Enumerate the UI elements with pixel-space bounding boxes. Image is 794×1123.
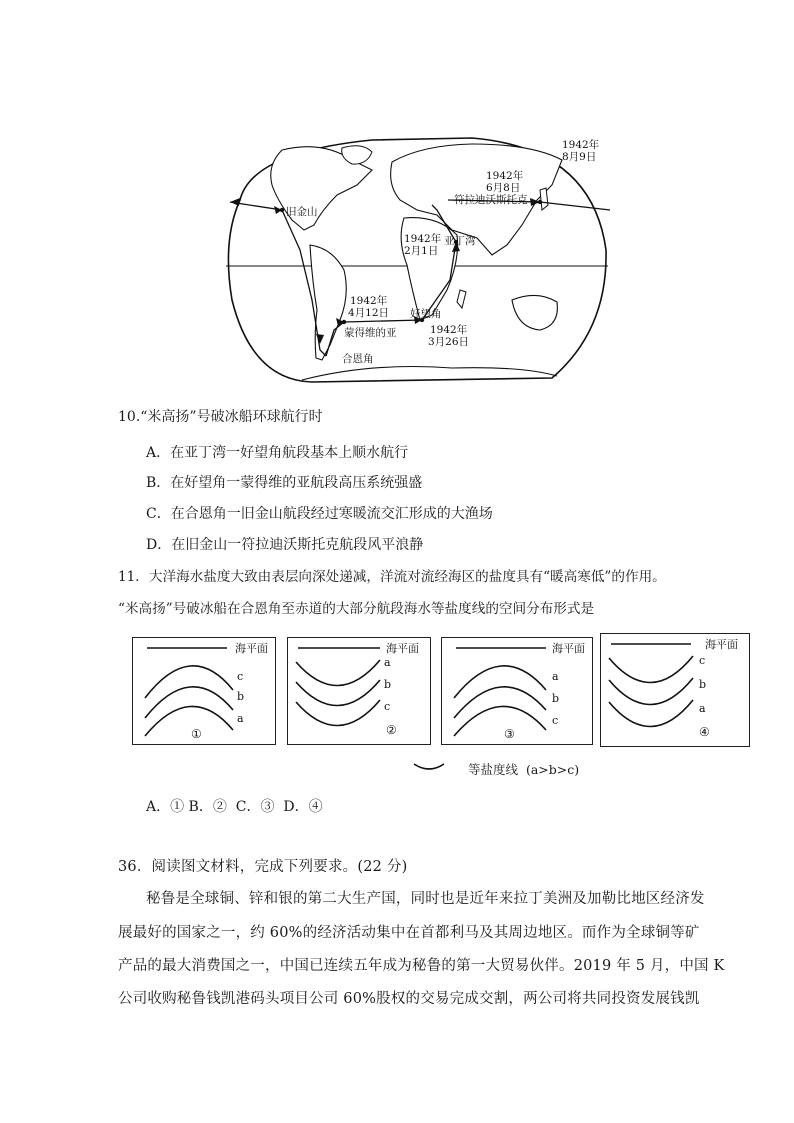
q36-stem: 36．阅读图文材料，完成下列要求。(22 分) — [118, 859, 408, 875]
point-sf — [280, 208, 284, 212]
panel-4-label-3: a — [699, 702, 706, 715]
point-montevideo — [342, 320, 346, 324]
label-montevideo: 蒙得维的亚 — [344, 327, 397, 339]
arrow-west-edge — [230, 198, 240, 206]
salinity-panel-2 — [287, 637, 431, 745]
q36-line-4: 公司收购秘鲁钱凯港码头项目公司 60%股权的交易完成交割，两公司将共同投资发展钱凯 — [118, 991, 700, 1007]
panel-2-label-1: a — [384, 656, 391, 669]
label-fularadi: 符拉迪沃斯托克 — [454, 194, 528, 206]
point-vlad — [538, 200, 542, 204]
q36-line-1: 秘鲁是全球铜、锌和银的第二大生产国，同时也是近年来拉丁美洲及加勒比地区经济发 — [146, 891, 705, 907]
label-mar26-line2: 3月26日 — [428, 336, 470, 348]
panel-4-label-2: b — [699, 678, 707, 691]
label-aug9-line2: 8月9日 — [562, 151, 597, 163]
q10-option-a: A．在亚丁湾一好望角航段基本上顺水航行 — [146, 445, 409, 461]
isohaline-sample-icon — [412, 758, 452, 778]
label-jun8-line2: 6月8日 — [486, 182, 521, 194]
label-jun8-line1: 1942年 — [486, 170, 524, 182]
label-capehorn: 合恩角 — [342, 353, 374, 365]
panel-4-num: ④ — [699, 725, 710, 739]
label-apr12-line1: 1942年 — [350, 295, 388, 307]
q11-stem-line1: 11．大洋海水盐度大致由表层向深处递减，洋流对流经海区的盐度具有“暖高寒低”的作用。 — [118, 569, 666, 585]
salinity-panel-1 — [132, 637, 276, 745]
world-map-figure — [222, 130, 612, 392]
label-feb1-line1: 1942年 — [404, 233, 442, 245]
label-sanfrancisco: 旧金山 — [286, 206, 318, 218]
panel-4-sea: 海平面 — [705, 638, 738, 651]
world-map — [222, 130, 612, 392]
panel-2-sea: 海平面 — [386, 642, 419, 655]
q11-stem-line2: “米高扬”号破冰船在合恩角至赤道的大部分航段海水等盐度线的空间分布形式是 — [118, 601, 595, 617]
salinity-legend — [412, 758, 612, 780]
label-goodhope: 好望角 — [410, 308, 442, 320]
panel-1-num: ① — [191, 727, 202, 741]
q36-line-2: 展最好的国家之一，约 60%的经济活动集中在首都利马及其周边地区。而作为全球铜等矿 — [118, 925, 700, 941]
panel-2-label-3: c — [384, 700, 391, 713]
panel-2-num: ② — [386, 723, 397, 737]
label-mar26-line1: 1942年 — [430, 324, 468, 336]
panel-3-label-1: a — [552, 670, 559, 683]
q10-stem: 10.“米高扬”号破冰船环球航行时 — [118, 409, 323, 425]
q11-answers: A．① B．② C．③ D．④ — [146, 799, 323, 815]
panel-3-sea: 海平面 — [552, 642, 585, 655]
salinity-panel-4 — [600, 633, 750, 747]
legend-text: 等盐度线 (a>b>c) — [468, 762, 580, 777]
panel-3-label-3: c — [552, 714, 559, 727]
label-apr12-line2: 4月12日 — [348, 307, 390, 319]
panel-1-label-2: b — [237, 690, 245, 703]
label-feb1-line2: 2月1日 — [404, 245, 439, 257]
panel-3-num: ③ — [504, 727, 515, 741]
label-aug9-line1: 1942年 — [562, 139, 600, 151]
q36-line-3: 产品的最大消费国之一，中国已连续五年成为秘鲁的第一大贸易伙伴。2019 年 5 月，中国 K — [118, 958, 725, 974]
q10-option-c: C．在合恩角一旧金山航段经过寒暖流交汇形成的大渔场 — [146, 506, 493, 522]
label-aden: 亚丁湾 — [444, 235, 476, 247]
panel-3-label-2: b — [552, 692, 560, 705]
panel-4-label-1: c — [699, 654, 706, 667]
panel-1-label-3: a — [237, 712, 244, 725]
q10-option-d: D．在旧金山一符拉迪沃斯托克航段风平浪静 — [146, 537, 424, 553]
salinity-panel-3 — [441, 637, 593, 745]
panel-1-label-1: c — [237, 670, 244, 683]
panel-2-label-2: b — [384, 678, 392, 691]
q10-option-b: B．在好望角一蒙得维的亚航段高压系统强盛 — [146, 475, 423, 491]
panel-1-sea: 海平面 — [235, 642, 268, 655]
